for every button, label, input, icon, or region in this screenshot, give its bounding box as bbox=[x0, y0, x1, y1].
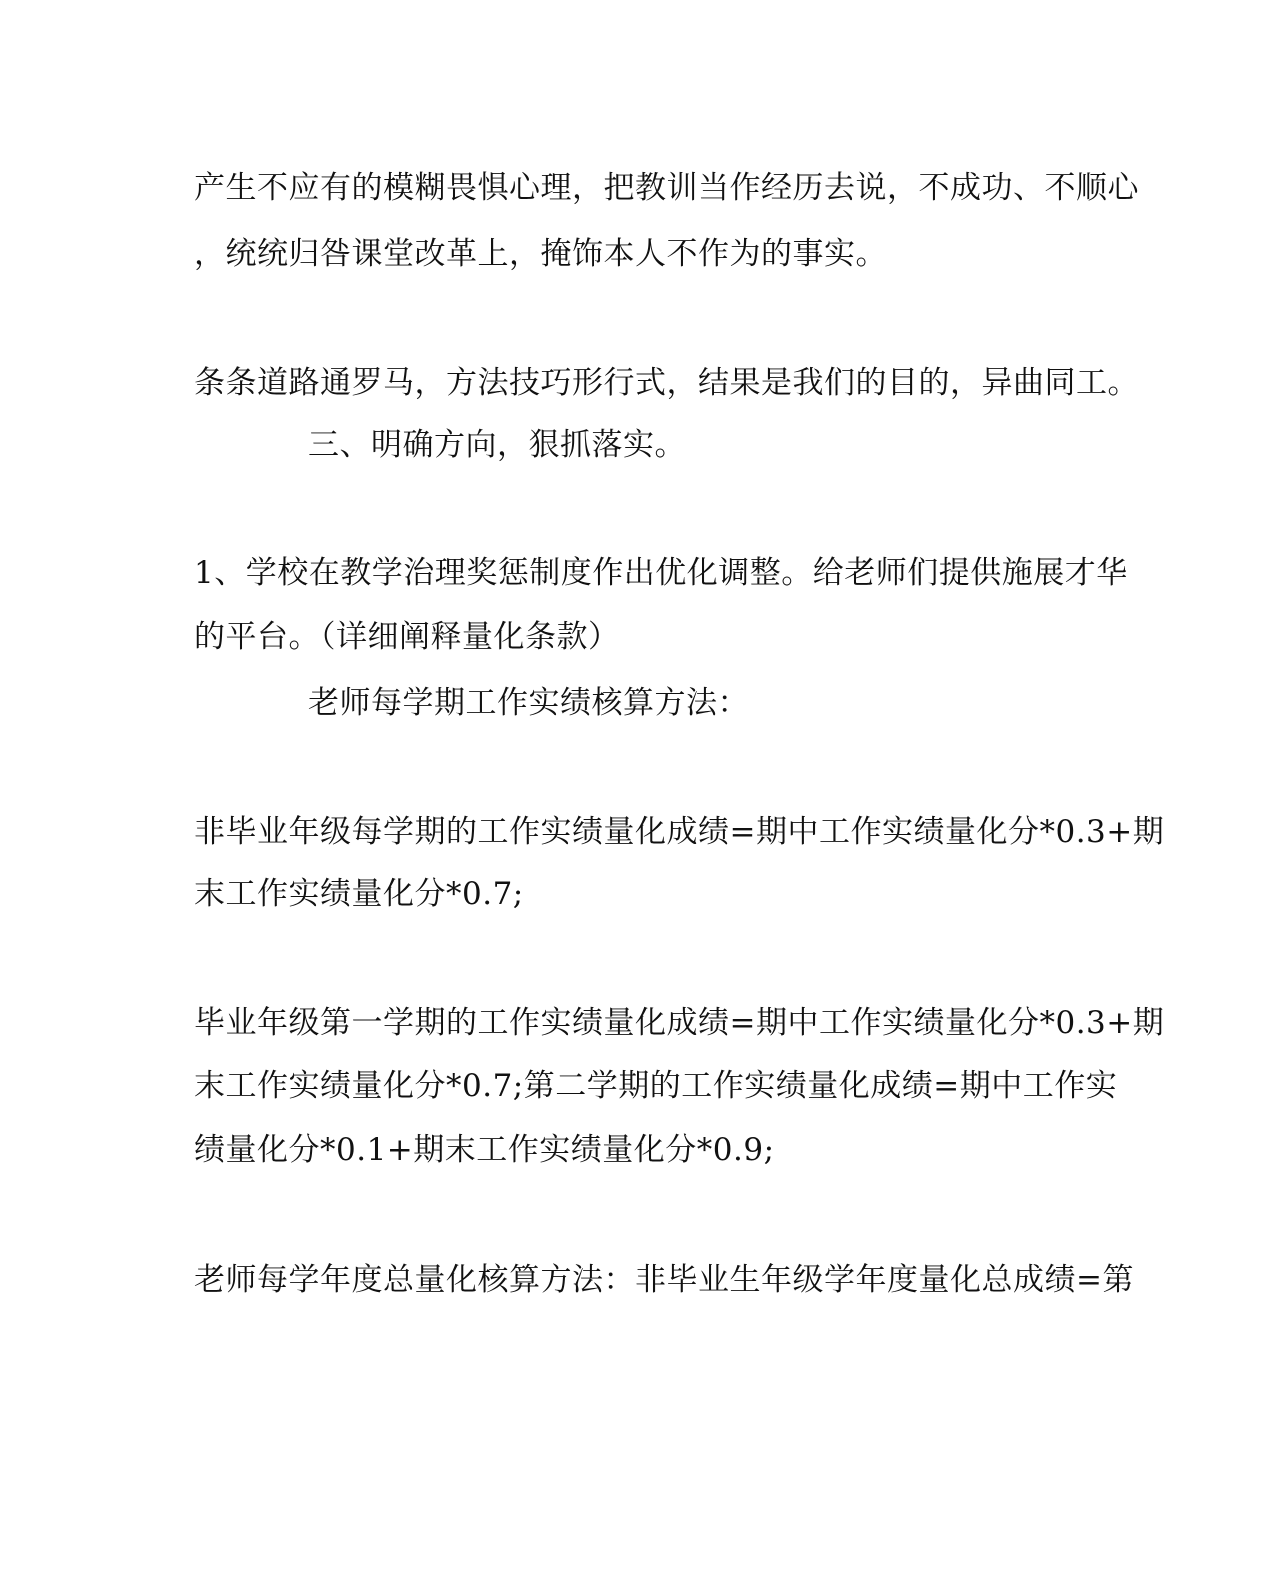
paragraph-1-line-1: 产生不应有的模糊畏惧心理，把教训当作经历去说，不成功、不顺心 bbox=[194, 170, 1139, 206]
formula-2-line-2: 末工作实绩量化分*0.7;第二学期的工作实绩量化成绩=期中工作实 bbox=[194, 1068, 1118, 1104]
subheading: 老师每学期工作实绩核算方法： bbox=[308, 685, 749, 721]
paragraph-1-line-2: ，统统归咎课堂改革上，掩饰本人不作为的事实。 bbox=[194, 236, 887, 272]
paragraph-annual-line-1: 老师每学年度总量化核算方法：非毕业生年级学年度量化总成绩=第 bbox=[194, 1262, 1134, 1298]
item-1-line-1: 1、学校在教学治理奖惩制度作出优化调整。给老师们提供施展才华 bbox=[194, 555, 1128, 591]
formula-2-line-1: 毕业年级第一学期的工作实绩量化成绩=期中工作实绩量化分*0.3+期 bbox=[194, 1005, 1165, 1041]
formula-1-line-2: 末工作实绩量化分*0.7; bbox=[194, 876, 524, 912]
formula-2-line-3: 绩量化分*0.1+期末工作实绩量化分*0.9; bbox=[194, 1132, 775, 1168]
paragraph-2-line-1: 条条道路通罗马，方法技巧形行式，结果是我们的目的，异曲同工。 bbox=[194, 365, 1139, 401]
formula-1-line-1: 非毕业年级每学期的工作实绩量化成绩=期中工作实绩量化分*0.3+期 bbox=[194, 814, 1165, 850]
item-1-line-2: 的平台。（详细阐释量化条款） bbox=[194, 619, 620, 655]
section-heading: 三、明确方向，狠抓落实。 bbox=[308, 427, 686, 463]
